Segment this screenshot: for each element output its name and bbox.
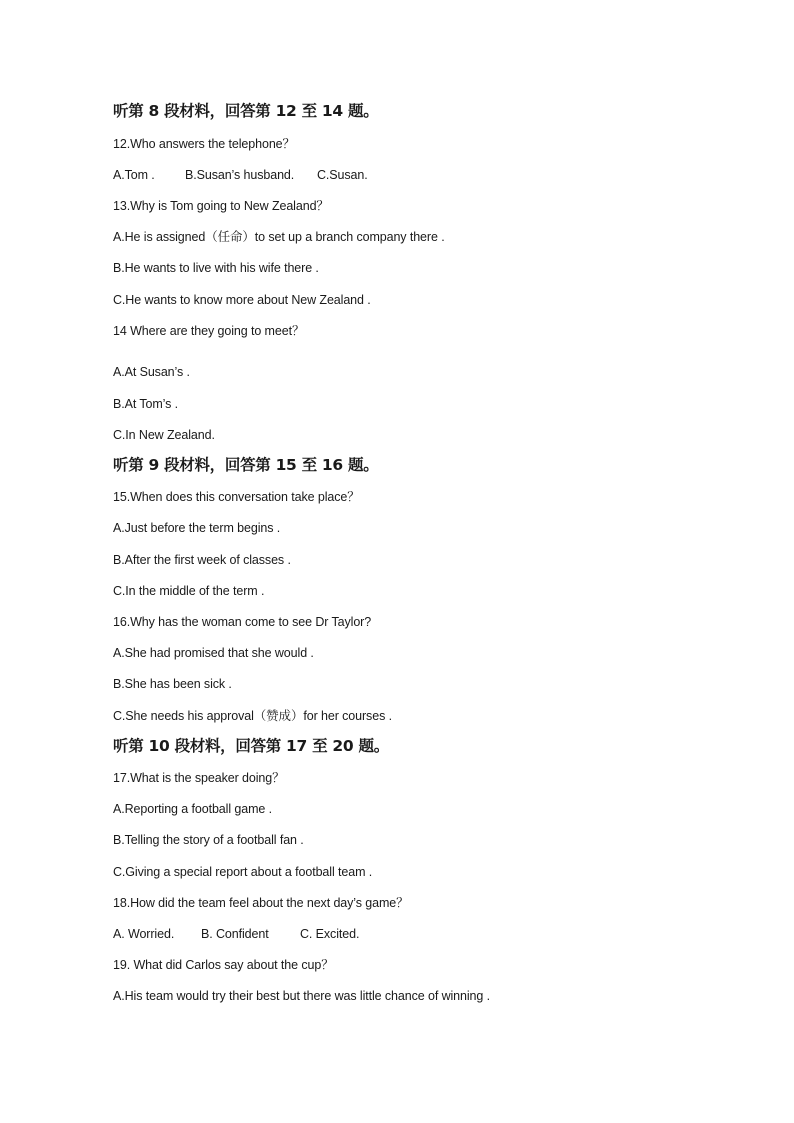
option-16-a: A.She had promised that she would . [113,646,314,660]
question-16: 16.Why has the woman come to see Dr Taylor? [113,615,372,629]
option-14-c: C.In New Zealand. [113,428,215,442]
option-17-b: B.Telling the story of a football fan . [113,833,304,847]
question-19: 19. What did Carlos say about the cup？ [113,958,334,972]
option-15-a: A.Just before the term begins . [113,521,281,535]
option-15-c: C.In the middle of the term . [113,584,265,598]
question-17: 17.What is the speaker doing？ [113,771,285,785]
option-14-a: A.At Susan’s . [113,365,190,379]
option-12-b: B.Susan’s husband. [185,168,295,182]
question-18-options [113,926,359,942]
section-heading-8: 听第 8 段材料，回答第 12 至 14 题。 [113,102,379,120]
question-18: 18.How did the team feel about the next day’s game？ [113,896,409,910]
question-15: 15.When does this conversation take place？ [113,490,360,504]
option-19-a: A.His team would try their best but there was little chance of winning . [113,989,491,1003]
option-18-a: A. Worried. [113,927,175,941]
option-16-b: B.She has been sick . [113,677,232,691]
option-14-b: B.At Tom’s . [113,397,179,411]
question-12: 12.Who answers the telephone？ [113,137,295,151]
question-12-options [113,167,368,183]
option-12-c: C.Susan. [317,168,368,182]
option-12-a: A.Tom . [113,168,155,182]
option-15-b: B.After the first week of classes . [113,553,291,567]
question-13: 13.Why is Tom going to New Zealand？ [113,199,329,213]
option-18-c: C. Excited. [300,927,360,941]
option-13-b: B.He wants to live with his wife there . [113,261,319,275]
option-18-b: B. Confident [201,927,269,941]
section-heading-10: 听第 10 段材料，回答第 17 至 20 题。 [113,737,389,755]
option-17-a: A.Reporting a football game . [113,802,273,816]
option-17-c: C.Giving a special report about a football team . [113,865,373,879]
option-13-a: A.He is assigned（任命）to set up a branch company there . [113,230,445,244]
option-13-c: C.He wants to know more about New Zealand . [113,293,371,307]
option-16-c: C.She needs his approval（赞成）for her courses . [113,709,392,723]
question-14: 14 Where are they going to meet？ [113,324,305,338]
section-heading-9: 听第 9 段材料，回答第 15 至 16 题。 [113,456,379,474]
